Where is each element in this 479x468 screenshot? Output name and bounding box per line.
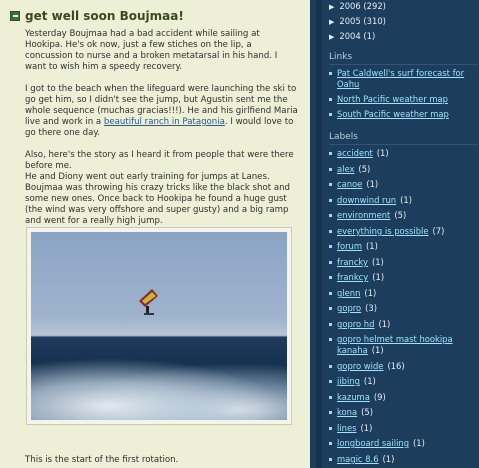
label-item-frankcy[interactable] <box>329 272 477 283</box>
square-bullet-icon <box>329 261 332 264</box>
label-item-gopro-wide[interactable] <box>329 361 477 372</box>
square-bullet-icon <box>329 323 332 326</box>
label-count: (1) <box>364 288 377 298</box>
square-bullet-icon <box>329 292 332 295</box>
label-name[interactable]: environment <box>337 210 391 220</box>
archive-item-2006[interactable] <box>329 1 386 11</box>
sidebar <box>316 0 479 468</box>
label-item-kazuma[interactable] <box>329 392 477 403</box>
archive-item-2005[interactable] <box>329 16 386 26</box>
label-item-environment[interactable] <box>329 210 477 221</box>
sidebar-divider <box>316 0 322 468</box>
label-name[interactable]: lines <box>337 423 357 433</box>
label-item-longboard-sailing[interactable] <box>329 438 477 449</box>
label-item-francky[interactable] <box>329 257 477 268</box>
square-bullet-icon <box>329 113 332 116</box>
post-title-text[interactable]: get well soon Boujmaa! <box>25 9 184 23</box>
post-arrow-icon <box>10 11 20 21</box>
link-item-north-pacific[interactable] <box>329 94 474 105</box>
label-name[interactable]: downwind run <box>337 195 397 205</box>
label-name[interactable]: gopro hd <box>337 319 375 329</box>
label-count: (1) <box>400 195 412 205</box>
square-bullet-icon <box>329 458 332 461</box>
square-bullet-icon <box>329 365 332 368</box>
label-count: (5) <box>361 407 373 417</box>
label-name[interactable]: frankcy <box>337 272 369 282</box>
label-count: (5) <box>394 210 407 220</box>
square-bullet-icon <box>329 168 332 171</box>
post-paragraph-1: Yesterday Boujmaa had a bad accident while sailing at Hookipa. He's ok now, just a few stiches on the lip, a concussion to nurse and a broken metatarsal in his hand. I want to wish him a speedy recovery. <box>25 29 278 72</box>
label-item-magic-8-6[interactable] <box>329 454 477 465</box>
label-name[interactable]: kona <box>337 407 358 417</box>
square-bullet-icon <box>329 214 332 217</box>
post-body <box>25 29 300 238</box>
label-count: (9) <box>373 392 386 402</box>
square-bullet-icon <box>329 199 332 202</box>
link-item-surf-forecast[interactable] <box>329 68 474 90</box>
label-name[interactable]: gopro <box>337 303 362 313</box>
label-item-gopro-hd[interactable] <box>329 319 477 330</box>
label-name[interactable]: accident <box>337 148 373 158</box>
label-name[interactable]: kazuma <box>337 392 370 402</box>
links-heading-rule <box>329 64 477 65</box>
square-bullet-icon <box>329 338 332 341</box>
label-name[interactable]: jibing <box>337 376 360 386</box>
labels-heading: Labels <box>329 132 358 142</box>
wave-spray <box>31 350 287 420</box>
post-paragraph-2 <box>25 84 300 139</box>
patagonia-ranch-link[interactable]: beautiful ranch in Patagonia <box>103 117 225 127</box>
label-count: (1) <box>371 257 384 267</box>
post-title[interactable] <box>10 9 184 23</box>
label-item-accident[interactable] <box>329 148 477 159</box>
label-item-forum[interactable] <box>329 241 477 252</box>
label-count: (5) <box>358 164 371 174</box>
windsurfer-figure <box>136 287 162 317</box>
label-name[interactable]: gopro helmet mast hookipa kanaha <box>337 334 453 355</box>
link-item-south-pacific[interactable] <box>329 109 474 120</box>
square-bullet-icon <box>329 276 332 279</box>
label-name[interactable]: forum <box>337 241 362 251</box>
square-bullet-icon <box>329 396 332 399</box>
label-count: (1) <box>378 319 391 329</box>
square-bullet-icon <box>329 98 332 101</box>
photo-frame <box>26 227 292 425</box>
label-count: (3) <box>365 303 378 313</box>
label-count: (1) <box>363 376 376 386</box>
label-item-downwind-run[interactable] <box>329 195 477 206</box>
links-heading: Links <box>329 52 353 62</box>
square-bullet-icon <box>329 152 332 155</box>
link-label[interactable]: Pat Caldwell's surf forecast for Oahu <box>337 68 465 89</box>
archive-year[interactable]: 2005 <box>339 16 361 26</box>
label-count: (1) <box>371 345 384 355</box>
label-count: (1) <box>360 423 373 433</box>
square-bullet-icon <box>329 380 332 383</box>
label-count: (1) <box>382 454 395 464</box>
label-name[interactable]: glenn <box>337 288 361 298</box>
label-name[interactable]: everything is possible <box>337 226 429 236</box>
archive-count: (1) <box>363 31 376 41</box>
link-label[interactable]: South Pacific weather map <box>337 109 449 119</box>
label-count: (1) <box>365 241 378 251</box>
square-bullet-icon <box>329 427 332 430</box>
label-count: (1) <box>366 179 379 189</box>
square-bullet-icon <box>329 245 332 248</box>
label-name[interactable]: francky <box>337 257 368 267</box>
post-paragraph-2-text: I got to the beach when the lifeguard were launching the ski to go get him, so I didn't see the jump, but Agustin sent me the whole sequence (muchas gracias!!!). He and his girlfiend Maria live and work in a <box>25 84 298 127</box>
square-bullet-icon <box>329 72 332 75</box>
square-bullet-icon <box>329 230 332 233</box>
triangle-right-icon[interactable]: ▶ <box>329 3 335 11</box>
windsurf-photo[interactable] <box>31 232 287 420</box>
label-item-canoe[interactable] <box>329 179 477 190</box>
archive-year[interactable]: 2006 <box>339 1 361 11</box>
label-name[interactable]: gopro wide <box>337 361 384 371</box>
archive-year[interactable]: 2004 <box>339 31 361 41</box>
label-item-everything-is-possible[interactable] <box>329 226 477 237</box>
labels-heading-rule <box>329 144 477 145</box>
label-wrap <box>337 334 459 356</box>
archive-count: (310) <box>363 16 386 26</box>
label-item-lines[interactable] <box>329 423 477 434</box>
label-item-jibing[interactable] <box>329 376 477 387</box>
label-name[interactable]: canoe <box>337 179 363 189</box>
label-item-glenn[interactable] <box>329 288 477 299</box>
label-item-kona[interactable] <box>329 407 477 418</box>
square-bullet-icon <box>329 442 332 445</box>
square-bullet-icon <box>329 411 332 414</box>
label-item-gopro[interactable] <box>329 303 477 314</box>
post-paragraph-4: He and Diony went out early training for jumps at Lanes. Boujmaa was throwing his crazy tricks like the black shot and some new ones. Once back to Hookipa he found a huge gust (the wind was very offshore and super gusty) and a big ramp and went for a really high jump. <box>25 172 290 226</box>
label-name[interactable]: alex <box>337 164 355 174</box>
label-count: (1) <box>376 148 389 158</box>
archive-count: (292) <box>363 1 386 11</box>
square-bullet-icon <box>329 183 332 186</box>
triangle-right-icon[interactable]: ▶ <box>329 33 335 41</box>
label-count: (1) <box>413 438 425 448</box>
label-name[interactable]: magic 8.6 <box>337 454 379 464</box>
square-bullet-icon <box>329 307 332 310</box>
post-paragraph-2-end: . I would love to go there one day. <box>25 117 294 138</box>
label-item-alex[interactable] <box>329 164 477 175</box>
link-label[interactable]: North Pacific weather map <box>337 94 448 104</box>
label-count: (7) <box>432 226 445 236</box>
archive-item-2004[interactable] <box>329 31 375 41</box>
post-paragraph-3: Also, here's the story as I heard it from people that were there before me. <box>25 150 294 171</box>
label-count: (1) <box>372 272 385 282</box>
label-name[interactable]: longboard sailing <box>337 438 410 448</box>
label-item-gopro-helmet[interactable] <box>329 334 459 356</box>
label-count: (16) <box>387 361 405 371</box>
photo-caption: This is the start of the first rotation. <box>25 455 179 465</box>
triangle-right-icon[interactable]: ▶ <box>329 18 335 26</box>
